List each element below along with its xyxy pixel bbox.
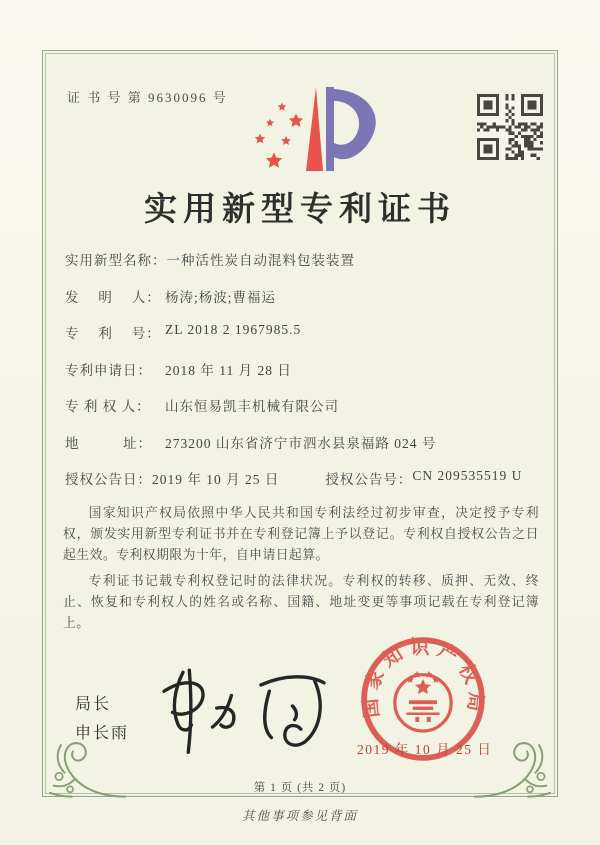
field-utility-model-name <box>65 249 537 286</box>
grant-number-value: CN 209535519 U <box>412 468 523 483</box>
field-label: 专 利 号： <box>65 326 161 341</box>
grant-number-label: 授权公告号： <box>325 472 413 487</box>
director-title: 局长 <box>75 696 112 713</box>
director-name: 申长雨 <box>75 724 130 742</box>
qr-code-icon <box>477 94 543 160</box>
certificate-border-frame <box>42 50 558 797</box>
body-paragraph-2: 专利证书记载专利权登记时的法律状况。专利权的转移、质押、无效、终止、恢复和专利权人的姓名或名称、国籍、地址变更等事项记载在专利登记簿上。 <box>63 573 539 631</box>
field-label: 专利申请日： <box>65 362 152 378</box>
field-patent-number <box>65 322 537 359</box>
cnipa-patent-logo-icon <box>246 79 396 189</box>
field-label: 专 利 权 人： <box>65 399 151 414</box>
field-value: 2018 年 11 月 28 日 <box>165 362 292 378</box>
seal-date: 2019 年 10 月 25 日 <box>357 742 493 757</box>
grant-date-value: 2019 年 10 月 25 日 <box>152 472 280 487</box>
field-value: 山东恒易凯丰机械有限公司 <box>165 399 339 414</box>
field-application-date <box>65 359 537 396</box>
certificate-fields <box>65 249 537 468</box>
field-address <box>65 432 537 469</box>
field-patentee <box>65 395 537 432</box>
handwritten-signature-icon <box>143 666 343 761</box>
field-label: 发 明 人： <box>65 289 161 305</box>
field-inventors <box>65 286 537 323</box>
field-value: 杨涛;杨波;曹福运 <box>165 289 277 305</box>
field-value: 273200 山东省济宁市泗水县泉福路 024 号 <box>165 435 437 451</box>
field-value: 一种活性炭自动混料包装装置 <box>166 253 355 268</box>
director-block <box>75 691 129 749</box>
svg-text:国家知识产权局: 国家知识产权局 <box>359 637 487 719</box>
grant-number-pair <box>325 468 522 488</box>
certificate-title: 实用新型专利证书 <box>144 192 456 228</box>
grant-date-pair <box>65 468 279 488</box>
page-number: 第 1 页 (共 2 页) <box>253 782 347 794</box>
grant-date-label: 授权公告日： <box>65 472 152 487</box>
field-label: 实用新型名称： <box>65 253 167 268</box>
back-side-note: 其他事项参见背面 <box>241 809 358 823</box>
body-paragraph-1: 国家知识产权局依照中华人民共和国专利法经过初步审查，决定授予专利权，颁发实用新型专利证书并在专利登记簿上予以登记。专利权自授权公告之日起生效。专利权期限为十年，自申请日起算。 <box>63 506 539 563</box>
certificate-number: 证 书 号 第 9630096 号 <box>67 90 228 105</box>
grant-row <box>65 468 537 488</box>
field-value: ZL 2018 2 1967985.5 <box>165 322 302 337</box>
field-label: 地 址： <box>65 435 152 451</box>
certificate-body-text <box>63 503 539 638</box>
